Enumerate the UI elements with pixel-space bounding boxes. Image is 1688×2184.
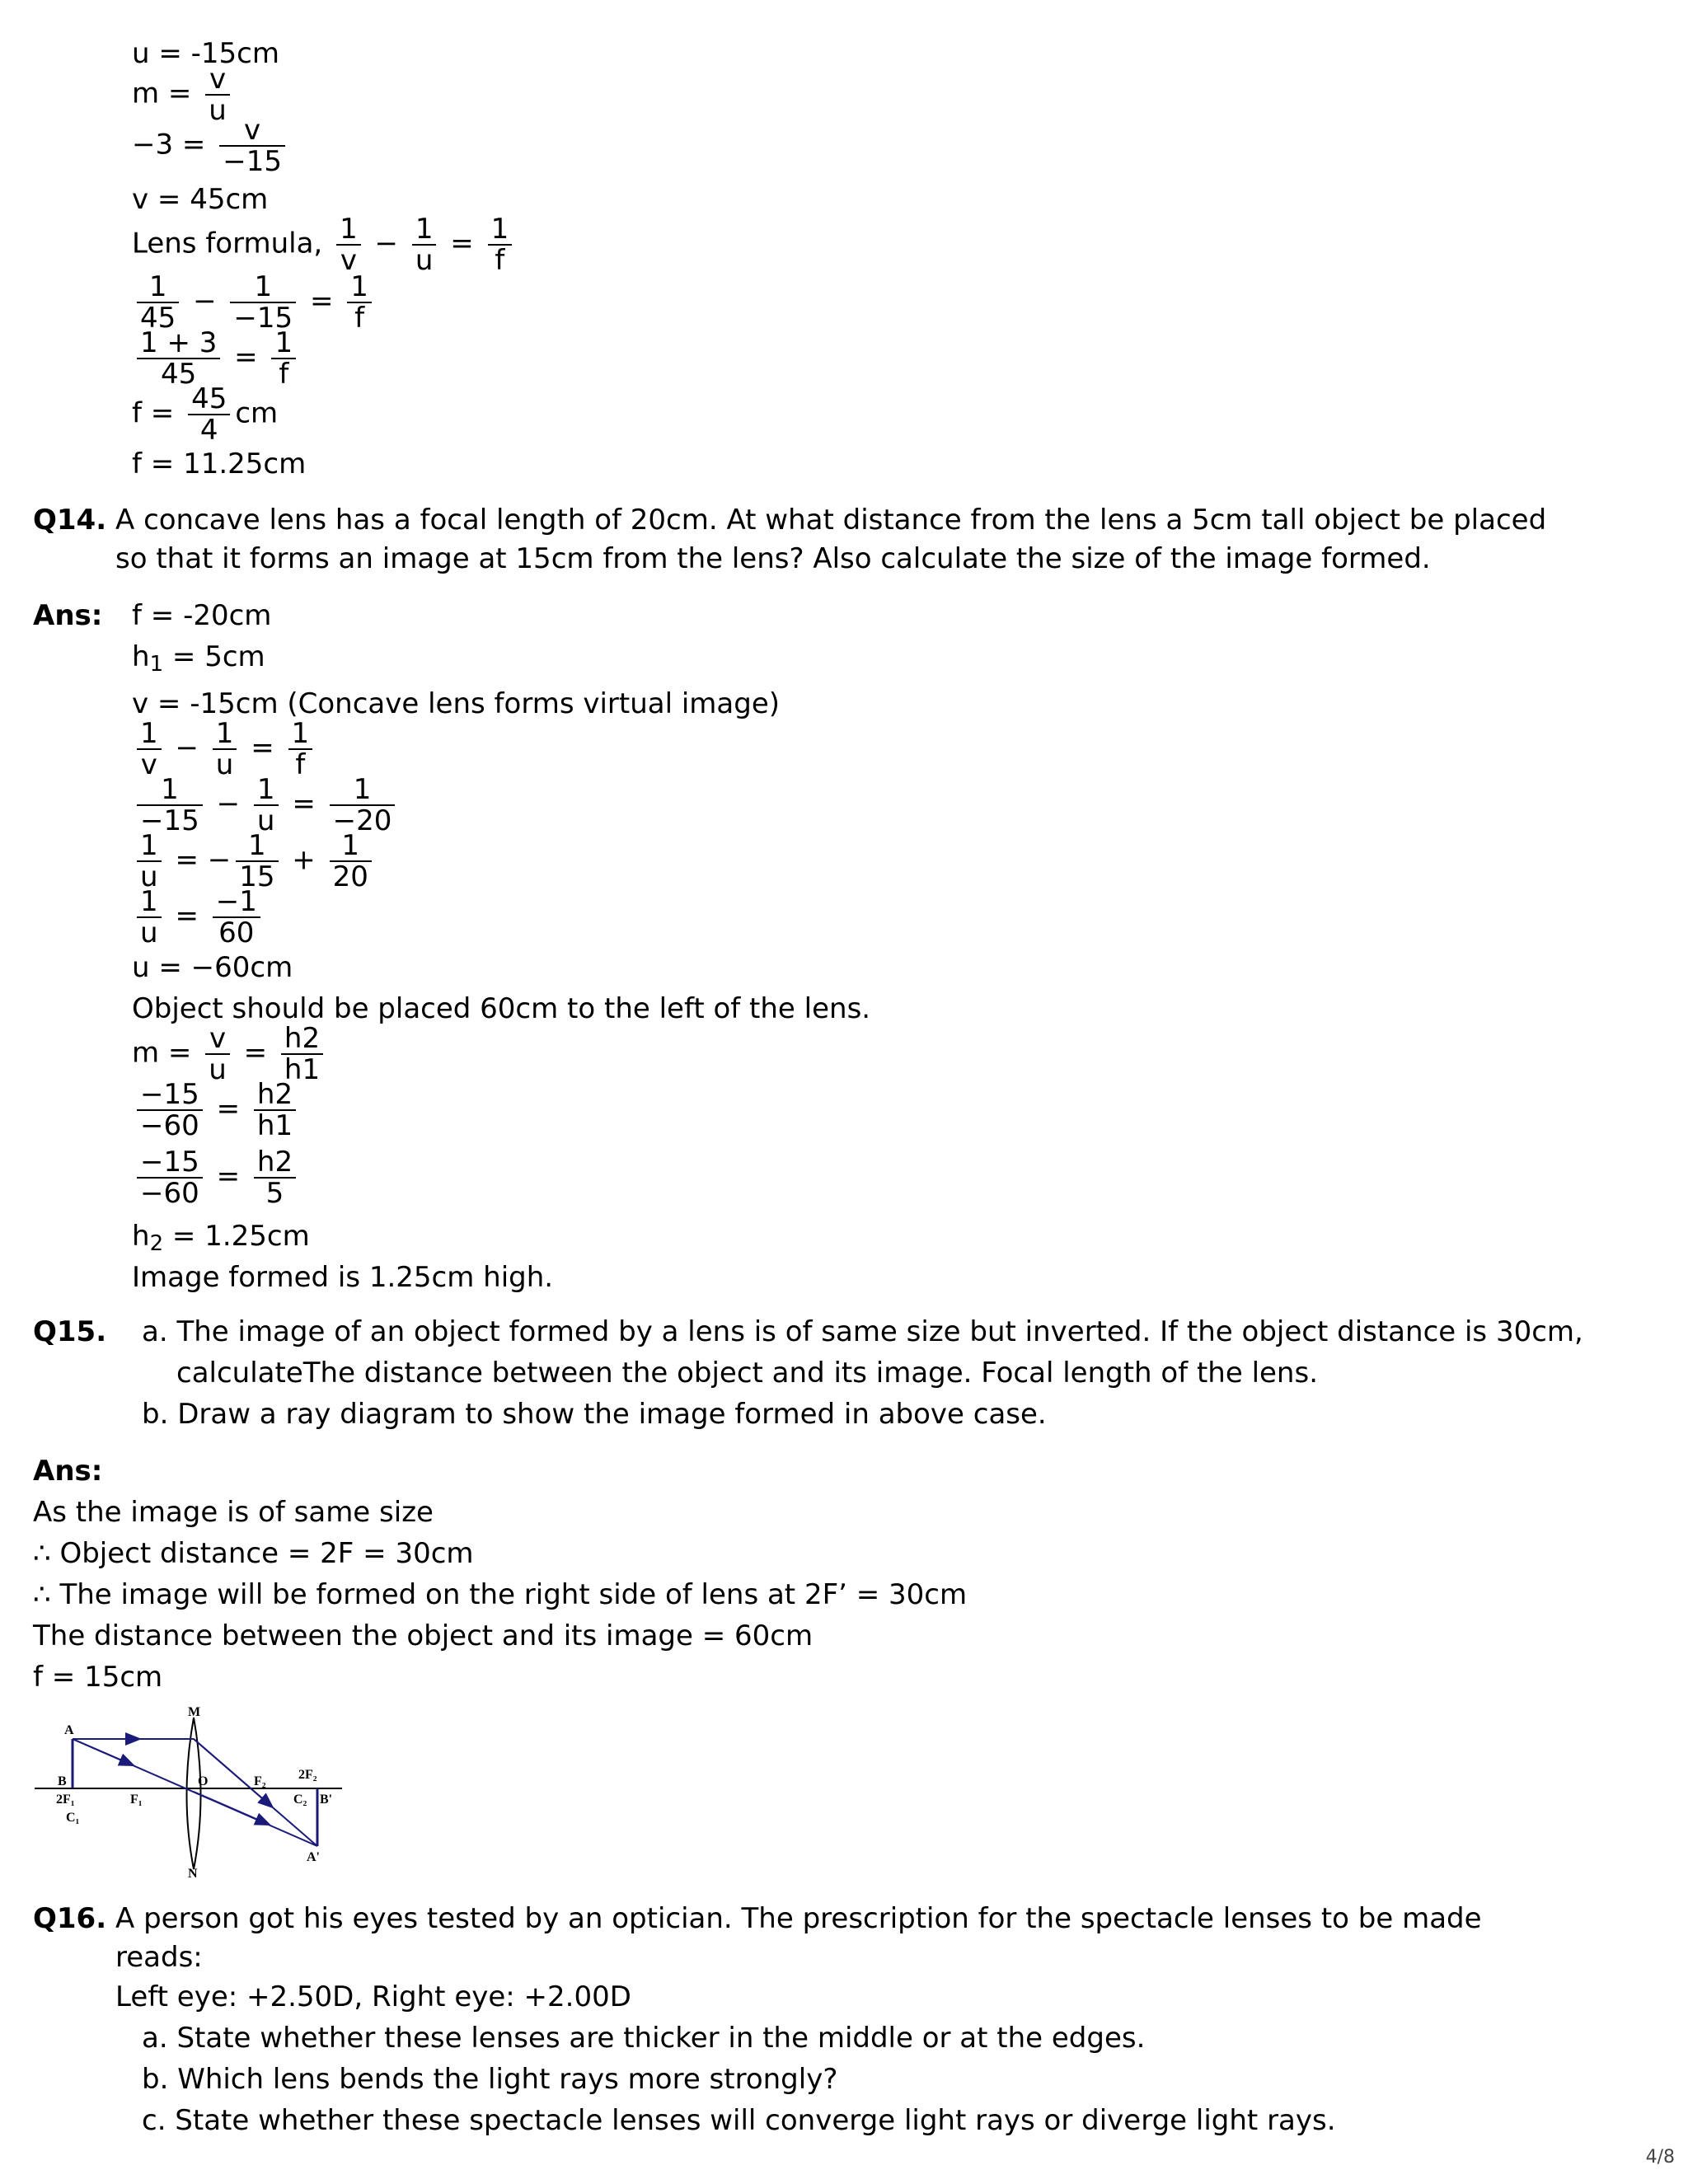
q13-combined: $\frac{1 + 3}{45}$ = $\frac{1}{f}$ [132,328,301,389]
label-A: A [64,1723,74,1737]
q13-lens-formula: Lens formula, $\frac{1}{v}$ − $\frac{1}{u}$ = $\frac{1}{f}$ [132,214,517,275]
label-O: O [198,1774,209,1788]
q14-h1-value: $h_1 = 5cm$ [132,640,265,677]
q14-substitution: $\frac{1}{-15}$ − $\frac{1}{u}$ = $\frac{1}{-20}$ [132,775,400,836]
q15-ray-diagram [33,1706,346,1879]
q13-substitution: $\frac{1}{45}$ − $\frac{1}{-15}$ = $\frac{1}{f}$ [132,272,377,333]
q15-answer-line-1: As the image is of same size [33,1496,434,1529]
label-F1: F₁ [130,1793,143,1807]
q16-label: Q16. [33,1902,107,1935]
q13-neg3-equation: −3 = $\frac{v}{-15}$ [132,115,290,176]
q14-magnification-sub1: $\frac{-15}{-60}$ = $\frac{h2}{h1}$ [132,1080,301,1141]
q15-answer-line-3: ∴ The image will be formed on the right side of lens at 2F’ = 30cm [33,1578,968,1611]
q15-item-b: b. Draw a ray diagram to show the image formed in above case. [142,1398,1047,1431]
q16-item-b: b. Which lens bends the light rays more strongly? [142,2063,838,2096]
label-B: B [58,1774,67,1788]
q14-image-statement: Image formed is 1.25cm high. [132,1261,554,1294]
q14-question-line2: so that it forms an image at 15cm from the lens? Also calculate the size of the image formed. [115,542,1431,575]
q16-question-line1: A person got his eyes tested by an optician. The prescription for the spectacle lenses to be made [115,1902,1482,1935]
q13-f-fraction: f = $\frac{45}{4}$ cm [132,382,279,447]
label-Aprime: A' [307,1850,320,1864]
q15-item-a-line1: a. The image of an object formed by a lens is of same size but inverted. If the object distance is 30cm, [142,1315,1583,1348]
q16-question-line2: reads: [115,1941,203,1974]
q15-answer-line-4: The distance between the object and its image = 60cm [33,1619,814,1652]
label-M: M [188,1706,201,1719]
q15-ans-label: Ans: [33,1455,103,1488]
ray-centre-arrow-2 [194,1792,264,1822]
q15-item-a-line2: calculateThe distance between the object and its image. Focal length of the lens. [176,1357,1319,1390]
q16-item-c: c. State whether these spectacle lenses will converge light rays or diverge light rays. [142,2104,1336,2137]
q13-u-value: u = -15cm [132,37,279,70]
q16-prescription: Left eye: +2.50D, Right eye: +2.00D [115,1980,631,2013]
q13-m-equation: m = $\frac{v}{u}$ [132,64,235,125]
q14-magnification: m = $\frac{v}{u}$ = $\frac{h2}{h1}$ [132,1024,328,1085]
q15-answer-line-2: ∴ Object distance = 2F = 30cm [33,1537,474,1570]
label-2F1: 2F₁ [56,1793,75,1807]
q14-u-result: u = −60cm [132,951,293,984]
q14-f-value: f = -20cm [132,599,272,632]
q14-question-line1: A concave lens has a focal length of 20cm. At what distance from the lens a 5cm tall object be placed [115,504,1547,537]
label-Bprime: B' [320,1793,333,1807]
label-N: N [188,1867,198,1879]
q14-label: Q14. [33,504,107,537]
q14-ans-label: Ans: [33,599,103,632]
q15-answer-line-5: f = 15cm [33,1661,163,1694]
q14-h2-result: $h_2 = 1.25cm$ [132,1220,310,1256]
q13-f-result: f = 11.25cm [132,448,307,480]
label-2F2: 2F₂ [298,1768,317,1782]
q14-rearranged: $\frac{1}{u}$ = − $\frac{1}{15}$ + $\frac{1}{20}$ [132,831,377,892]
q14-lens-formula: $\frac{1}{v}$ − $\frac{1}{u}$ = $\frac{1}{f}$ [132,719,317,780]
label-F2: F₂ [254,1774,266,1788]
q14-one-over-u: $\frac{1}{u}$ = $\frac{-1}{60}$ [132,887,265,948]
q13-v-result: v = 45cm [132,183,269,216]
q15-label: Q15. [33,1315,107,1348]
q14-magnification-sub2: $\frac{-15}{-60}$ = $\frac{h2}{5}$ [132,1147,301,1208]
label-C2: C₂ [293,1793,307,1807]
q14-object-statement: Object should be placed 60cm to the left of the lens. [132,992,871,1025]
ray-centre-arrow [73,1739,128,1763]
ray-refracted-arrow [194,1739,268,1803]
q16-item-a: a. State whether these lenses are thicker in the middle or at the edges. [142,2022,1146,2055]
page-number: 4/8 [1645,2147,1675,2168]
label-C1: C₁ [66,1811,80,1825]
q14-v-value: v = -15cm (Concave lens forms virtual image) [132,687,781,720]
